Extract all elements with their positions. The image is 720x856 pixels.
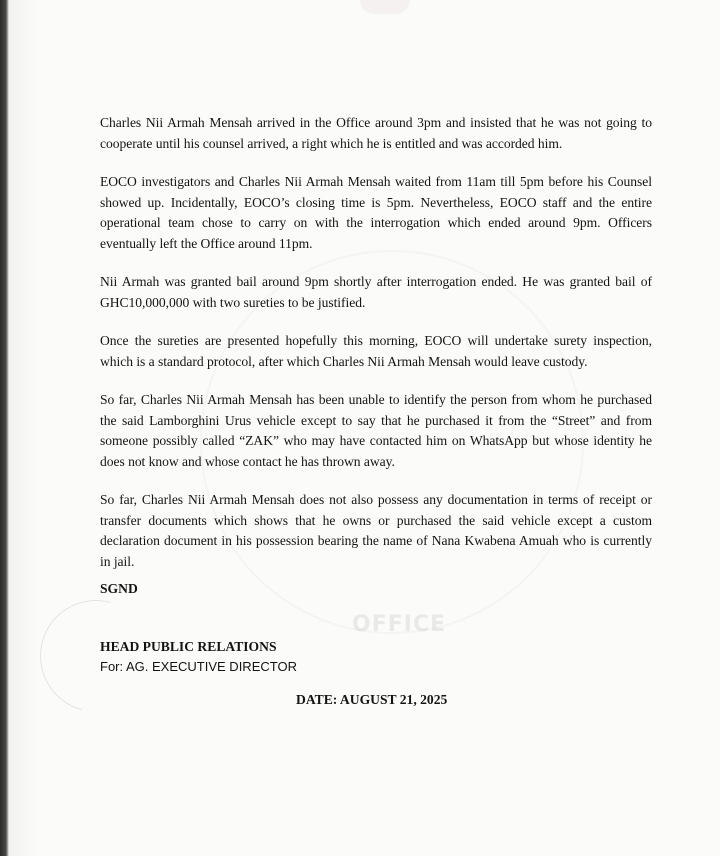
paragraph-sureties: Once the sureties are presented hopefully this morning, EOCO will undertake surety inspection, which is a standard protocol, after which Charles Nii Armah Mensah would leave custody.	[100, 333, 652, 369]
signatory-title: HEAD PUBLIC RELATIONS	[100, 639, 277, 654]
paragraph-documentation: So far, Charles Nii Armah Mensah does not also possess any documentation in terms of receipt or transfer documents which shows that he owns or purchased the said vehicle except a custom declaration document in his possession bearing the name of Nana Kwabena Amuah who is currently in jail.	[100, 492, 652, 569]
document-body	[100, 113, 652, 590]
signature-block	[100, 637, 297, 677]
paragraph-arrival: Charles Nii Armah Mensah arrived in the Office around 3pm and insisted that he was not going to cooperate until his counsel arrived, a right which he is entitled and was accorded him.	[100, 115, 652, 151]
signatory-for-line: For: AG. EXECUTIVE DIRECTOR	[100, 659, 297, 674]
signed-label: SGND	[100, 581, 138, 596]
stamp-mark-top	[360, 0, 410, 14]
office-stamp-text: OFFICE	[352, 612, 447, 637]
paragraph-bail: Nii Armah was granted bail around 9pm shortly after interrogation ended. He was granted bail of GHC10,000,000 with two sureties to be justified.	[100, 274, 652, 310]
paragraph-purchase: So far, Charles Nii Armah Mensah has been unable to identify the person from whom he purchased the said Lamborghini Urus vehicle except to say that he purchased it from the “Street” and from someone possibly called “ZAK” who may have contacted him on WhatsApp but whose identity he does not know and whose contact he has thrown away.	[100, 392, 652, 469]
paragraph-waiting: EOCO investigators and Charles Nii Armah Mensah waited from 11am till 5pm before his Counsel showed up. Incidentally, EOCO’s closing time is 5pm. Nevertheless, EOCO staff and the entire operational team chose to carry on with the interrogation which ended around 9pm. Officers eventually left the Office around 11pm.	[100, 174, 652, 251]
document-date: DATE: AUGUST 21, 2025	[296, 692, 448, 707]
